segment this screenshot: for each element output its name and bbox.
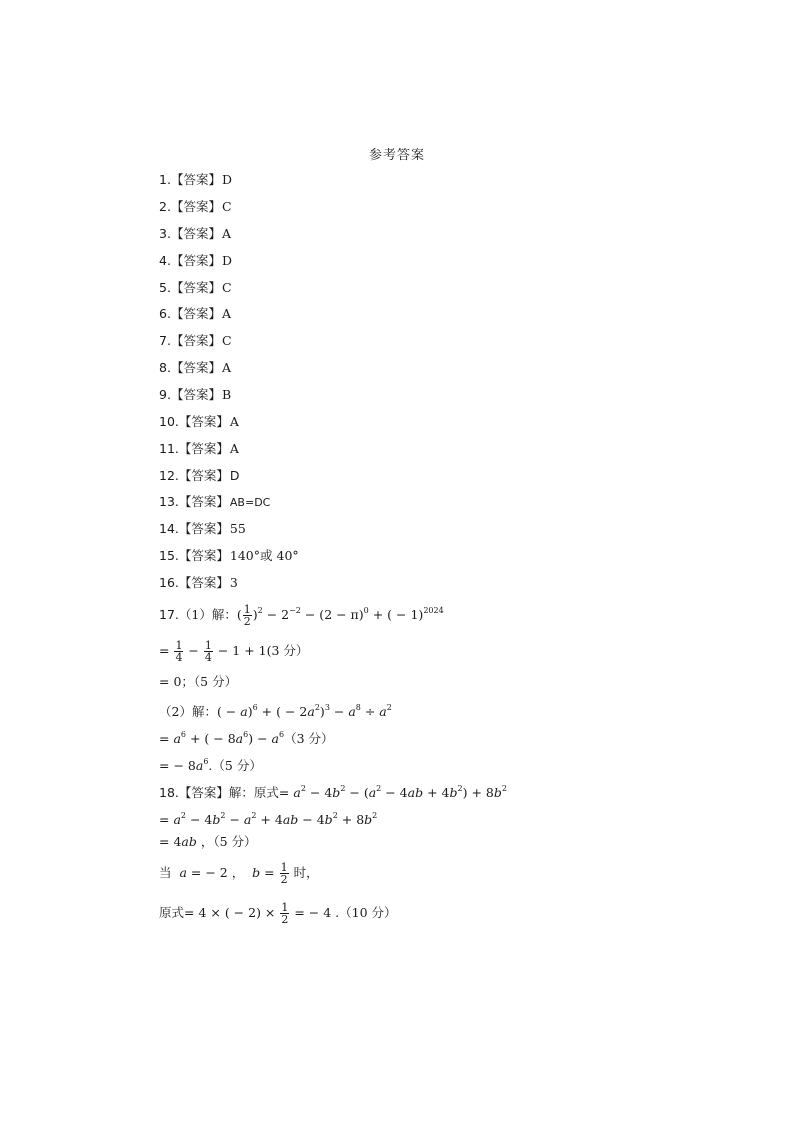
answer-item: 3.【答案】A (159, 226, 231, 241)
answer-item: 6.【答案】A (159, 306, 231, 321)
answer-item: 2.【答案】C (159, 199, 232, 214)
q17-step1: = $\frac{1}{4}$ − $\frac{1}{4}$ − 1 + 1(3 分） (159, 639, 309, 664)
answer-item: 10.【答案】A (159, 414, 239, 429)
answer-item: 8.【答案】A (159, 360, 231, 375)
q17-part2: （2）解：( − a)$^6$ + ( − $2a^2)^3 - a^8 \div a^2$ (159, 703, 392, 719)
answer-item: 11.【答案】A (159, 441, 239, 456)
answer-item: 5.【答案】C (159, 280, 232, 295)
q18-final: 原式= 4 × ( − 2) × $\frac{1}{2}$ = − 4 .（10 分） (159, 901, 397, 926)
q18-line3: = 4ab ，（5 分） (159, 834, 257, 849)
q18-substitution: 当 a = − 2 ， b = $\frac{1}{2}$ 时， (159, 861, 319, 886)
q18-line2: = $a^2 - 4b^2 - a^2 + 4ab - 4b^2 + 8b^2$ (159, 811, 378, 827)
answer-item: 13.【答案】AB=DC (159, 494, 271, 509)
answer-item: 4.【答案】D (159, 253, 232, 268)
answer-item: 1.【答案】D (159, 172, 232, 187)
q17-result2: = − $8a^6.(5$ 分） (159, 757, 262, 773)
answer-item: 12.【答案】D (159, 468, 240, 483)
q17-result1: = 0；（5 分） (159, 674, 238, 689)
q17-part1: 17.（1）解：( $\frac{1}{2}$ )$^2 - 2^{-2} - (2 - \pi)^0$ + ( − 1)$^{2024}$ (159, 603, 444, 628)
answer-item: 14.【答案】55 (159, 521, 246, 536)
answer-item: 16.【答案】3 (159, 575, 238, 590)
answer-item: 15.【答案】140°或 40° (159, 548, 299, 563)
q17-step2: = $a^6$ + ( − $8a^6) - a^6(3$ 分） (159, 730, 334, 746)
q18-line1: 18.【答案】解：原式= $a^2 - 4b^2 - (a^2 - 4ab + 4b^2) + 8b^2$ (159, 784, 507, 800)
answer-item: 9.【答案】B (159, 387, 232, 402)
page-title: 参考答案 (368, 148, 425, 163)
answer-item: 7.【答案】C (159, 333, 232, 348)
